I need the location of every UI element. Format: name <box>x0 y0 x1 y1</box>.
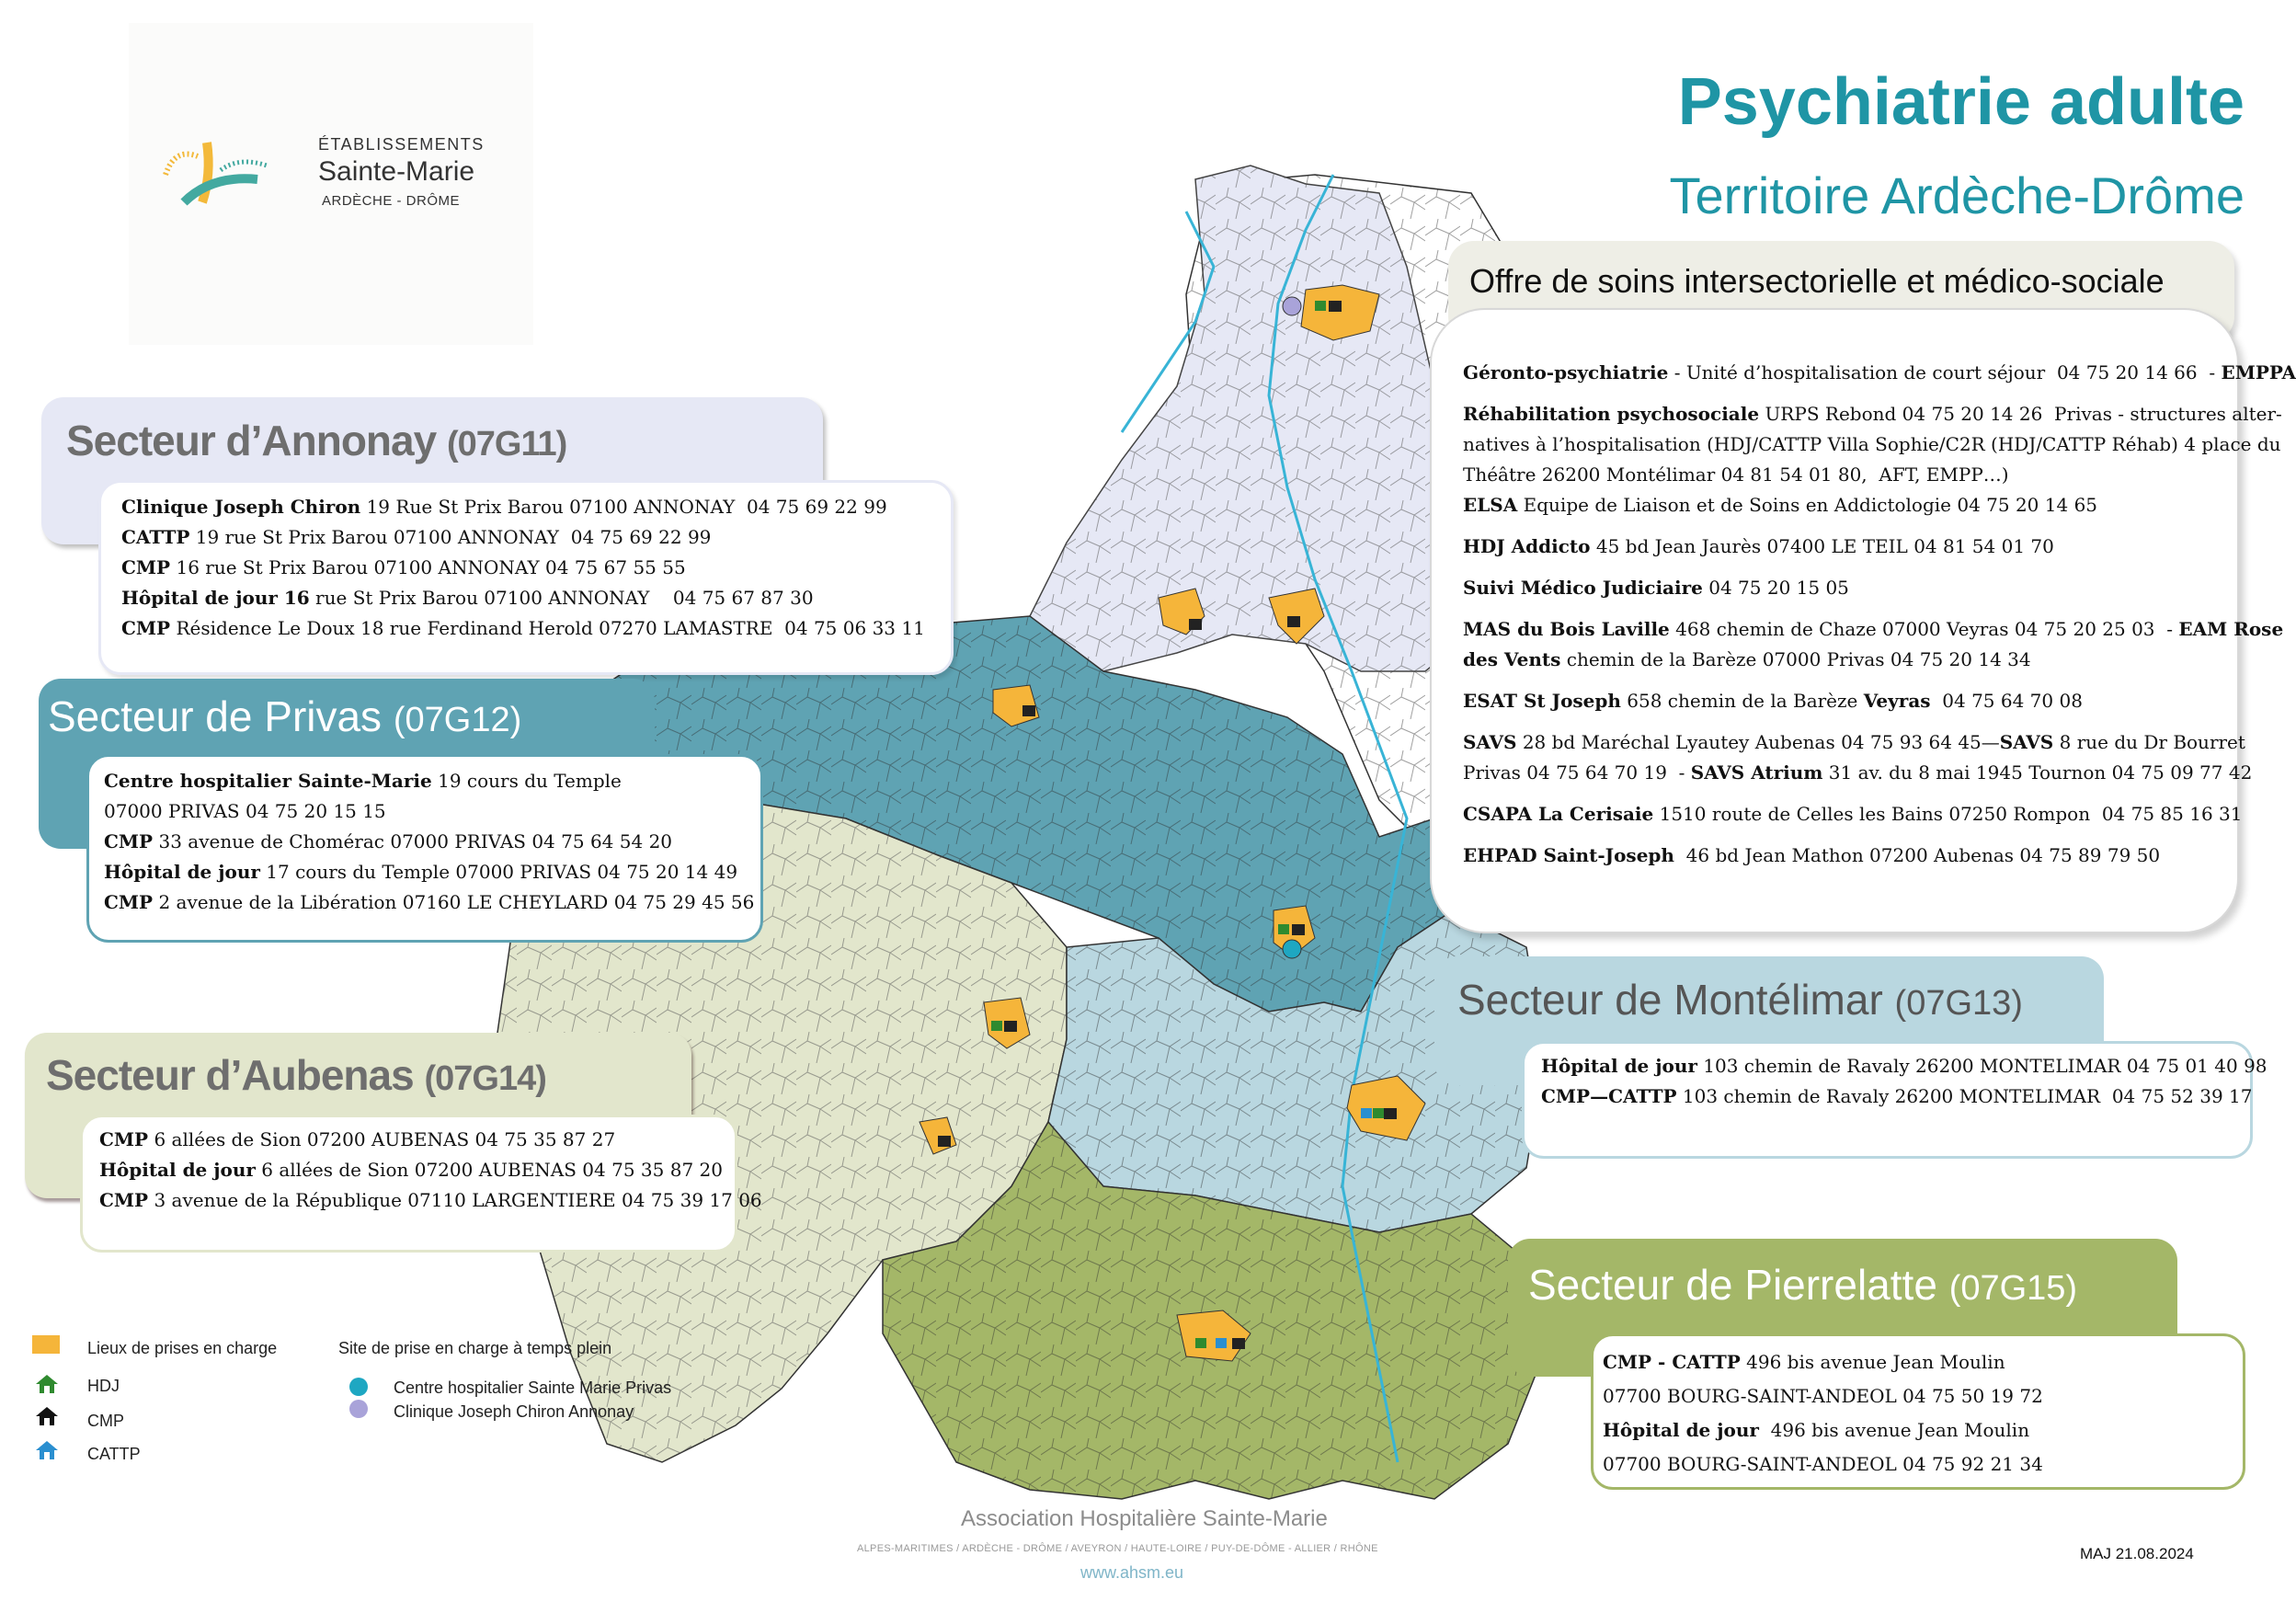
offre-line-text: 658 chemin de la Barèze <box>1620 690 1864 712</box>
privas-hospital-marker <box>1283 940 1301 958</box>
aubenas-line <box>99 1125 762 1155</box>
annonay-line-name: CMP <box>121 617 171 639</box>
pierrelatte-lines <box>1603 1345 2043 1481</box>
offre-line-text: 1510 route de Celles les Bains 07250 Rompon 04 75 85 16 31 <box>1653 803 2243 825</box>
annonay-line-name: CATTP <box>121 526 190 548</box>
offre-line-name: EHPAD Saint-Joseph <box>1463 844 1674 866</box>
privas-line-name: Hôpital de jour <box>104 861 260 883</box>
pierrelatte-line-text: 496 bis avenue Jean Moulin <box>1740 1351 2005 1373</box>
aubenas-line-name: CMP <box>99 1189 149 1211</box>
privas-line-text: 07000 PRIVAS 04 75 20 15 15 <box>104 800 386 822</box>
privas-title: Secteur de Privas (07G12) <box>48 692 522 740</box>
offre-lines <box>1463 358 2296 871</box>
aubenas-line-name: Hôpital de jour <box>99 1159 256 1181</box>
annonay-line-text: rue St Prix Barou 07100 ANNONAY 04 75 67 87 30 <box>309 587 814 609</box>
offre-line <box>1463 490 2296 521</box>
centre-hospitalier-marker-icon <box>349 1378 368 1396</box>
offre-line-text: 45 bd Jean Jaurès 07400 LE TEIL 04 81 54 01 70 <box>1590 535 2054 557</box>
offre-line <box>1463 686 2296 716</box>
privas-line-text: 19 cours du Temple <box>431 770 622 792</box>
privas-line-name: CMP <box>104 891 154 913</box>
pierrelatte-line-name: Hôpital de jour <box>1603 1419 1759 1441</box>
pierrelatte-card <box>1591 1333 2245 1490</box>
aubenas-title: Secteur d’Aubenas (07G14) <box>46 1051 546 1099</box>
offre-line-text: 468 chemin de Chaze 07000 Veyras 04 75 20 25 03 - <box>1669 618 2179 640</box>
offre-line <box>1463 460 2296 490</box>
offre-line <box>1463 758 2296 788</box>
privas-line <box>104 766 754 796</box>
logo-text-line3: ARDÈCHE - DRÔME <box>322 193 461 209</box>
offre-line-name: MAS du Bois Laville <box>1463 618 1670 640</box>
privas-line-text: 33 avenue de Chomérac 07000 PRIVAS 04 75 64 54 20 <box>153 830 673 852</box>
page-subtitle: Territoire Ardèche-Drôme <box>1669 166 2245 224</box>
legend-lieux: Lieux de prises en charge <box>87 1339 278 1357</box>
annonay-line-name: Clinique Joseph Chiron <box>121 496 361 518</box>
pierrelatte-line <box>1603 1345 2043 1379</box>
offre-line-text: 8 rue du Dr Bourret <box>2053 731 2245 753</box>
offre-line-name: Réhabilitation psychosociale <box>1463 403 1760 425</box>
montelimar-title: Secteur de Montélimar (07G13) <box>1457 976 2023 1024</box>
offre-line <box>1463 645 2296 675</box>
pierrelatte-line-text: 07700 BOURG-SAINT-ANDEOL 04 75 50 19 72 <box>1603 1385 2043 1407</box>
annonay-lines <box>121 492 925 644</box>
hdj-icon <box>34 1373 60 1395</box>
annonay-line <box>121 492 925 522</box>
montelimar-line-text: 103 chemin de Ravaly 26200 MONTELIMAR 04 75 52 39 17 <box>1676 1085 2253 1107</box>
legend-site-swatch <box>32 1335 60 1354</box>
montelimar-line-name: Hôpital de jour <box>1541 1055 1697 1077</box>
montelimar-line <box>1541 1051 2267 1081</box>
legend-hdj: HDJ <box>87 1377 120 1395</box>
offre-title: Offre de soins intersectorielle et médico-sociale <box>1469 262 2165 300</box>
annonay-line-text: 19 rue St Prix Barou 07100 ANNONAY 04 75 69 22 99 <box>189 526 712 548</box>
footer-website[interactable]: www.ahsm.eu <box>1080 1563 1184 1582</box>
privas-line-text: 17 cours du Temple 07000 PRIVAS 04 75 20 14 49 <box>259 861 738 883</box>
offre-line-text: 46 bd Jean Mathon 07200 Aubenas 04 75 89 79 50 <box>1673 844 2161 866</box>
privas-line-name: CMP <box>104 830 154 852</box>
montelimar-card <box>1522 1041 2267 1159</box>
privas-card <box>86 754 763 943</box>
offre-line-text: 04 75 20 15 05 <box>1702 577 1849 599</box>
logo-text-line2: Sainte-Marie <box>318 156 475 187</box>
annonay-line-text: 16 rue St Prix Barou 07100 ANNONAY 04 75 67 55 55 <box>170 556 686 578</box>
offre-line-name: ELSA <box>1463 494 1518 516</box>
offre-line-name: des Vents <box>1463 648 1561 670</box>
offre-line-text: - Unité d’hospitalisation de court séjour 04 75 20 14 66 - <box>1668 361 2222 383</box>
pierrelatte-line-text: 07700 BOURG-SAINT-ANDEOL 04 75 92 21 34 <box>1603 1453 2043 1475</box>
pierrelatte-line <box>1603 1447 2043 1481</box>
montelimar-line-text: 103 chemin de Ravaly 26200 MONTELIMAR 04 75 01 40 98 <box>1696 1055 2267 1077</box>
offre-line <box>1463 727 2296 758</box>
offre-line-name: CSAPA La Cerisaie <box>1463 803 1654 825</box>
offre-line <box>1463 841 2296 871</box>
offre-line-name: EMPPA <box>2221 361 2296 383</box>
legend-cmp: CMP <box>87 1412 124 1430</box>
legend-cattp: CATTP <box>87 1445 141 1463</box>
offre-line <box>1463 399 2296 429</box>
offre-line-text: 31 av. du 8 mai 1945 Tournon 04 75 09 77 42 <box>1822 761 2253 784</box>
offre-line <box>1463 573 2296 603</box>
aubenas-lines <box>99 1125 762 1216</box>
privas-line <box>104 827 754 857</box>
aubenas-line-text: 6 allées de Sion 07200 AUBENAS 04 75 35 87 27 <box>148 1128 616 1150</box>
offre-line <box>1463 429 2296 460</box>
pierrelatte-line-text: 496 bis avenue Jean Moulin <box>1758 1419 2030 1441</box>
annonay-card <box>98 480 954 675</box>
aubenas-card <box>80 1115 762 1253</box>
offre-line <box>1463 614 2296 645</box>
privas-line-name: Centre hospitalier Sainte-Marie <box>104 770 432 792</box>
cattp-icon <box>34 1439 60 1461</box>
offre-line-text: Privas 04 75 64 70 19 - <box>1463 761 1691 784</box>
annonay-site <box>1301 285 1379 340</box>
offre-line-text: chemin de la Barèze 07000 Privas 04 75 20 14 34 <box>1560 648 2031 670</box>
logo-text-line1: ÉTABLISSEMENTS <box>318 135 485 154</box>
montelimar-line <box>1541 1081 2267 1112</box>
offre-line-text: 04 75 64 70 08 <box>1930 690 2083 712</box>
aubenas-line-text: 6 allées de Sion 07200 AUBENAS 04 75 35 87 20 <box>255 1159 723 1181</box>
offre-line-text: Théâtre 26200 Montélimar 04 81 54 01 80, AFT, EMPP…) <box>1463 463 2009 486</box>
annonay-title: Secteur d’Annonay (07G11) <box>66 417 567 464</box>
legend-site-title: Site de prise en charge à temps plein <box>338 1339 612 1357</box>
offre-line-text: URPS Rebond 04 75 20 14 26 Privas - structures alter- <box>1759 403 2282 425</box>
sainte-marie-logo-mark <box>156 138 276 212</box>
aubenas-line-text: 3 avenue de la République 07110 LARGENTIERE 04 75 39 17 06 <box>148 1189 762 1211</box>
montelimar-line-name: CMP—CATTP <box>1541 1085 1677 1107</box>
annonay-line-text: Résidence Le Doux 18 rue Ferdinand Herold 07270 LAMASTRE 04 75 06 33 11 <box>170 617 925 639</box>
annonay-line-text: 19 Rue St Prix Barou 07100 ANNONAY 04 75 69 22 99 <box>360 496 887 518</box>
annonay-line-name: Hôpital de jour 16 <box>121 587 310 609</box>
page-title: Psychiatrie adulte <box>1677 65 2245 139</box>
pierrelatte-line <box>1603 1379 2043 1413</box>
aubenas-line <box>99 1155 762 1185</box>
annonay-clinic-marker <box>1283 297 1301 315</box>
annonay-line-name: CMP <box>121 556 171 578</box>
privas-line <box>104 887 754 918</box>
update-date: MAJ 21.08.2024 <box>2080 1545 2194 1562</box>
offre-line-name: Suivi Médico Judiciaire <box>1463 577 1703 599</box>
pierrelatte-title: Secteur de Pierrelatte (07G15) <box>1528 1261 2078 1309</box>
legend-site1: Centre hospitalier Sainte Marie Privas <box>394 1378 672 1397</box>
privas-line <box>104 796 754 827</box>
privas-lines <box>104 766 754 918</box>
offre-line-name: ESAT St Joseph <box>1463 690 1621 712</box>
footer-association: Association Hospitalière Sainte-Marie <box>961 1506 1328 1531</box>
privas-line <box>104 857 754 887</box>
annonay-line <box>121 613 925 644</box>
pierrelatte-line-name: CMP - CATTP <box>1603 1351 1741 1373</box>
offre-line-name: EAM Rose <box>2178 618 2284 640</box>
aubenas-line <box>99 1185 762 1216</box>
aubenas-line-name: CMP <box>99 1128 149 1150</box>
pierrelatte-line <box>1603 1413 2043 1447</box>
offre-line <box>1463 358 2296 388</box>
offre-line <box>1463 799 2296 829</box>
annonay-line <box>121 553 925 583</box>
offre-line-name: Géronto-psychiatrie <box>1463 361 1669 383</box>
annonay-line <box>121 583 925 613</box>
offre-line-name: Veyras <box>1863 690 1931 712</box>
offre-line-text: Equipe de Liaison et de Soins en Addictologie 04 75 20 14 65 <box>1517 494 2098 516</box>
footer-regions: ALPES-MARITIMES / ARDÈCHE - DRÔME / AVEYRON / HAUTE-LOIRE / PUY-DE-DÔME - ALLIER / RHÔNE <box>857 1543 1378 1554</box>
clinique-marker-icon <box>349 1400 368 1418</box>
offre-line-name: SAVS Atrium <box>1690 761 1823 784</box>
cmp-icon <box>34 1405 60 1427</box>
offre-line-name: SAVS <box>1999 731 2054 753</box>
offre-line-text: natives à l’hospitalisation (HDJ/CATTP Villa Sophie/C2R (HDJ/CATTP Réhab) 4 place du <box>1463 433 2281 455</box>
offre-card <box>1430 308 2296 933</box>
annonay-line <box>121 522 925 553</box>
offre-line-name: SAVS <box>1463 731 1517 753</box>
montelimar-lines <box>1541 1051 2267 1112</box>
offre-line-name: HDJ Addicto <box>1463 535 1591 557</box>
privas-line-text: 2 avenue de la Libération 07160 LE CHEYLARD 04 75 29 45 56 <box>153 891 755 913</box>
offre-line-text: 28 bd Maréchal Lyautey Aubenas 04 75 93 64 45— <box>1516 731 2000 753</box>
offre-line <box>1463 532 2296 562</box>
legend-site2: Clinique Joseph Chiron Annonay <box>394 1402 634 1421</box>
